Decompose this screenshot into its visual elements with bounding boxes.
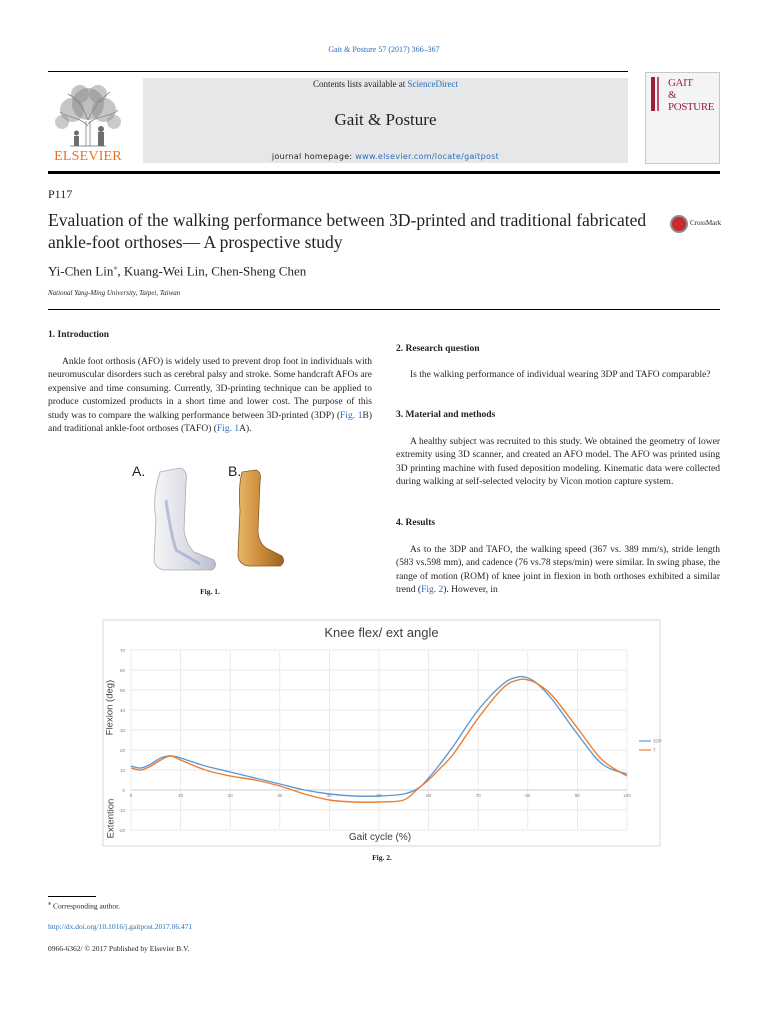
contents-line — [143, 79, 628, 89]
author-1: Yi-Chen Lin — [48, 263, 114, 279]
cover-title-line3: POSTURE — [668, 101, 715, 113]
figure-1-label-b: B. — [228, 463, 242, 479]
crossmark-badge[interactable] — [670, 213, 724, 235]
cover-title-line2: & — [668, 89, 677, 101]
elsevier-wordmark: ELSEVIER — [54, 149, 122, 164]
cover-title — [668, 77, 718, 113]
results-heading: 4. Results — [396, 518, 436, 528]
crossmark-label: CrossMark — [690, 219, 722, 227]
article-title: Evaluation of the walking performance between 3D-printed and traditional fabricated ankle-foot orthoses— A prospective study — [48, 210, 647, 252]
copyright-line: 0966-6362/ © 2017 Published by Elsevier B.V. — [48, 944, 190, 953]
x-tick-label: 60 — [426, 793, 432, 798]
x-tick-label: 20 — [227, 793, 233, 798]
methods-heading: 3. Material and methods — [396, 410, 496, 420]
x-tick-label: 30 — [277, 793, 283, 798]
contents-prefix: Contents lists available at — [313, 79, 408, 89]
chart-title: Knee flex/ ext angle — [324, 625, 439, 640]
header-rule — [48, 309, 720, 310]
cover-stripe — [651, 77, 655, 111]
x-tick-label: 10 — [178, 793, 184, 798]
fig2-ref[interactable]: Fig. 2 — [421, 585, 444, 596]
x-tick-label: 70 — [475, 793, 481, 798]
crossmark-icon — [670, 215, 688, 233]
research-question-text: Is the walking performance of individual wearing 3DP and TAFO comparable? — [410, 370, 711, 380]
doi-link[interactable]: http://dx.doi.org/10.1016/j.gaitpost.2017.06.471 — [48, 922, 193, 931]
y-tick-label: -20 — [118, 828, 125, 833]
legend-label-t: T — [653, 747, 656, 753]
y-tick-label: 70 — [119, 648, 125, 653]
masthead-top-rule — [48, 71, 628, 72]
legend-label-3dp: 3DP — [653, 738, 662, 744]
x-tick-label: 0 — [129, 793, 133, 798]
figure-2-caption: Fig. 2. — [372, 853, 392, 862]
chart-ylabel-flexion: Flexion (deg) — [104, 679, 116, 736]
y-tick-label: 50 — [119, 688, 125, 693]
fig1-ref-2[interactable]: Fig. 1 — [216, 424, 240, 435]
figure-1-label-a: A. — [132, 463, 146, 479]
corresponding-author-marker[interactable]: ⁎ — [113, 263, 118, 272]
journal-homepage-line — [143, 152, 628, 161]
x-tick-label: 40 — [326, 793, 332, 798]
article-id: P117 — [48, 187, 73, 201]
knee-angle-chart — [103, 620, 660, 846]
intro-text-1: Ankle foot orthosis (AFO) is widely used to prevent drop foot in individuals with neuromuscular disorders such as cerebral palsy and stroke. Some handcraft AFOs are expensive and time consuming. Currently, 3D-printing technique can be applied to produce customized products in a short time and lower cost. The purpose of this study was to compare the walking performance between 3D-printed (3DP) ( — [48, 357, 372, 421]
intro-text-3: A). — [239, 424, 252, 435]
y-tick-label: 20 — [119, 748, 125, 753]
cover-stripe-thin — [657, 77, 659, 111]
intro-paragraph — [48, 356, 372, 436]
journal-cover-thumbnail[interactable] — [645, 72, 720, 164]
affiliation: National Yang-Ming University, Taipei, Taiwan — [48, 289, 181, 297]
intro-heading: 1. Introduction — [48, 330, 110, 340]
y-tick-label: 40 — [119, 708, 125, 713]
y-tick-label: 60 — [119, 668, 125, 673]
figure-1-orthoses — [130, 460, 290, 578]
homepage-prefix: journal homepage: — [271, 152, 356, 161]
cover-title-line1: GAIT — [668, 77, 693, 89]
y-tick-label: -10 — [118, 808, 125, 813]
research-question-paragraph — [396, 369, 720, 382]
results-paragraph — [396, 544, 720, 598]
y-tick-label: 10 — [119, 768, 125, 773]
author-list — [48, 263, 306, 279]
journal-homepage-link[interactable]: www.elsevier.com/locate/gaitpost — [355, 152, 500, 161]
intro-text-2: B) and traditional ankle-foot orthoses (TAFO) ( — [48, 410, 372, 435]
footnote-marker: ⁎ — [48, 900, 52, 907]
results-text-2: ). However, in — [443, 585, 498, 596]
chart-ylabel-extension: Extention — [105, 798, 117, 839]
authors-rest: , Kuang-Wei Lin, Chen-Sheng Chen — [117, 263, 307, 279]
masthead-thick-rule — [48, 171, 720, 174]
x-tick-label: 80 — [525, 793, 531, 798]
footnote-rule — [48, 896, 96, 897]
x-tick-label: 50 — [376, 793, 382, 798]
x-tick-label: 100 — [623, 793, 631, 798]
figure-1-caption: Fig. 1. — [200, 587, 220, 596]
footnote — [48, 900, 120, 911]
methods-paragraph — [396, 436, 720, 490]
results-text-1: As to the 3DP and TAFO, the walking speed (367 vs. 389 mm/s), stride length (583 vs.598 mm), and cadence (76 vs.78 steps/min) were similar. In swing phase, the range of motion (ROM) of knee joint in flexion in both orthoses exhibited a similar trend ( — [396, 545, 720, 596]
footnote-text: Corresponding author. — [51, 901, 121, 911]
methods-text: A healthy subject was recruited to this study. We obtained the geometry of lower extremity using 3D scanner, and created an AFO model. The AFO was printed using 3D printing machine with fused deposition modeling. Kinematic data were collected during walking at self-selected velocity by Vicon motion capture system. — [396, 437, 720, 488]
y-tick-label: 0 — [122, 788, 125, 793]
chart-xlabel: Gait cycle (%) — [348, 832, 412, 843]
research-question-heading: 2. Research question — [396, 344, 480, 354]
sciencedirect-link[interactable]: ScienceDirect — [407, 79, 458, 89]
x-tick-label: 90 — [574, 793, 580, 798]
y-tick-label: 30 — [119, 728, 125, 733]
journal-name: Gait & Posture — [334, 110, 437, 129]
journal-citation[interactable]: Gait & Posture 57 (2017) 366–367 — [328, 45, 440, 54]
fig1-ref-1[interactable]: Fig. 1 — [340, 410, 363, 421]
printed-orthosis — [238, 470, 284, 566]
